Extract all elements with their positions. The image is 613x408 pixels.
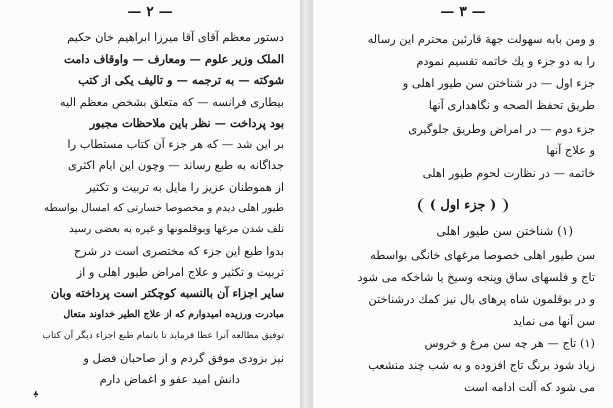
page-gutter <box>300 0 313 408</box>
right-page <box>313 0 613 408</box>
text-line: توفیق مطالعه آنرا عطا فرماید تا باتمام طبع اجزاء دیگر آن کتاب <box>42 330 284 341</box>
text-line: بیطاری فرانسه — که متعلق بشخص معظم الیه <box>59 95 284 109</box>
text-line: سایر اجزاء آن بالنسبه کوچکتر است پرداخته وبان <box>50 286 284 300</box>
text-line: جزء دوم — در امراض وطریق جلوگیری <box>408 122 595 136</box>
text-line: و علاج آنها <box>546 143 595 157</box>
section-title: (١) شناختن سن طیور اهلی <box>436 224 573 238</box>
text-line: دستور معظم آقای آقا میرزا ابراهیم خان حکیم <box>67 30 284 44</box>
text-line: و ومن بابه سهولت جهة قارئین محترم این رساله <box>367 32 595 46</box>
part-heading-label: ( جزء اول ) <box>418 198 509 213</box>
footer-mark: ﺒ <box>34 384 38 398</box>
text-line: بدوا طبع این جزء که مختصری است در شرح <box>73 244 284 258</box>
text-line: تاج و فلسهای ساق وپنجه وسیخ یا شاخکه می شود <box>357 270 595 284</box>
left-page <box>0 0 300 408</box>
text-line: جزء اول — در شناختن سن طیور اهلی و <box>402 76 595 90</box>
page-number: — ٢ — <box>127 4 173 20</box>
text-line: جداگانه به طبع رساند — وچون این ایام اکثری <box>67 158 284 172</box>
text-line: شوکته — به ترجمه — و تالیف یکی از کتب <box>78 73 284 87</box>
text-line: تربیت و تکثیر و علاج امراض طیور اهلی و از <box>76 265 284 279</box>
text-line: طیور اهلی دیدم و مخصوصا خسارتی که امسال بواسطه <box>43 202 284 214</box>
text-line: سن طیور اهلی خصوصا مرغهای خانگی بواسطه <box>370 248 595 262</box>
text-line: را به دو جزء و یك خاتمه تقسیم نمودم <box>416 54 595 68</box>
text-line: می شود که آلت ادامه است <box>463 380 595 394</box>
text-line: خاتمه — در نظارت لحوم طیور اهلی <box>422 166 595 180</box>
text-line: و در بوقلمون شاه پرهای بال نیز کمك درشناختن <box>368 292 595 306</box>
text-line: نیز بزودی موفق گردم و از صاحبان فضل و <box>83 351 284 365</box>
text-line: دانش امید عفو و اغماض دارم <box>99 372 240 386</box>
text-line: (١) تاج — هر چه سن مرغ و خروس <box>424 336 595 350</box>
text-line: تلف شدن مرغها وبوقلمونها و غیره به بعضی رسید <box>68 223 284 235</box>
part-heading <box>313 198 613 213</box>
text-line: زیاد شود برنگ تاج افزوده و به شب چند منشعب <box>368 358 595 372</box>
text-line: الملک وزیر علوم — ومعارف — واوقاف دامت <box>64 52 284 66</box>
text-line: بود پرداخت — نظر باین ملاحظات مجبور <box>89 116 284 130</box>
text-line: سن آنها می نماید <box>512 314 595 328</box>
page-number: — ٣ — <box>440 4 486 20</box>
text-line: مبادرت ورزیده امیدوارم که از علاج الطیر خداوند متعال <box>63 309 284 320</box>
text-line: بر این شد — که هر جزء آن کتاب مستطاب را <box>67 137 284 151</box>
text-line: طریق تحفظ الصحه و نگاهداری آنها <box>428 98 595 112</box>
text-line: از هموطنان عزیز را مایل به تربیت و تکثیر <box>86 180 284 194</box>
